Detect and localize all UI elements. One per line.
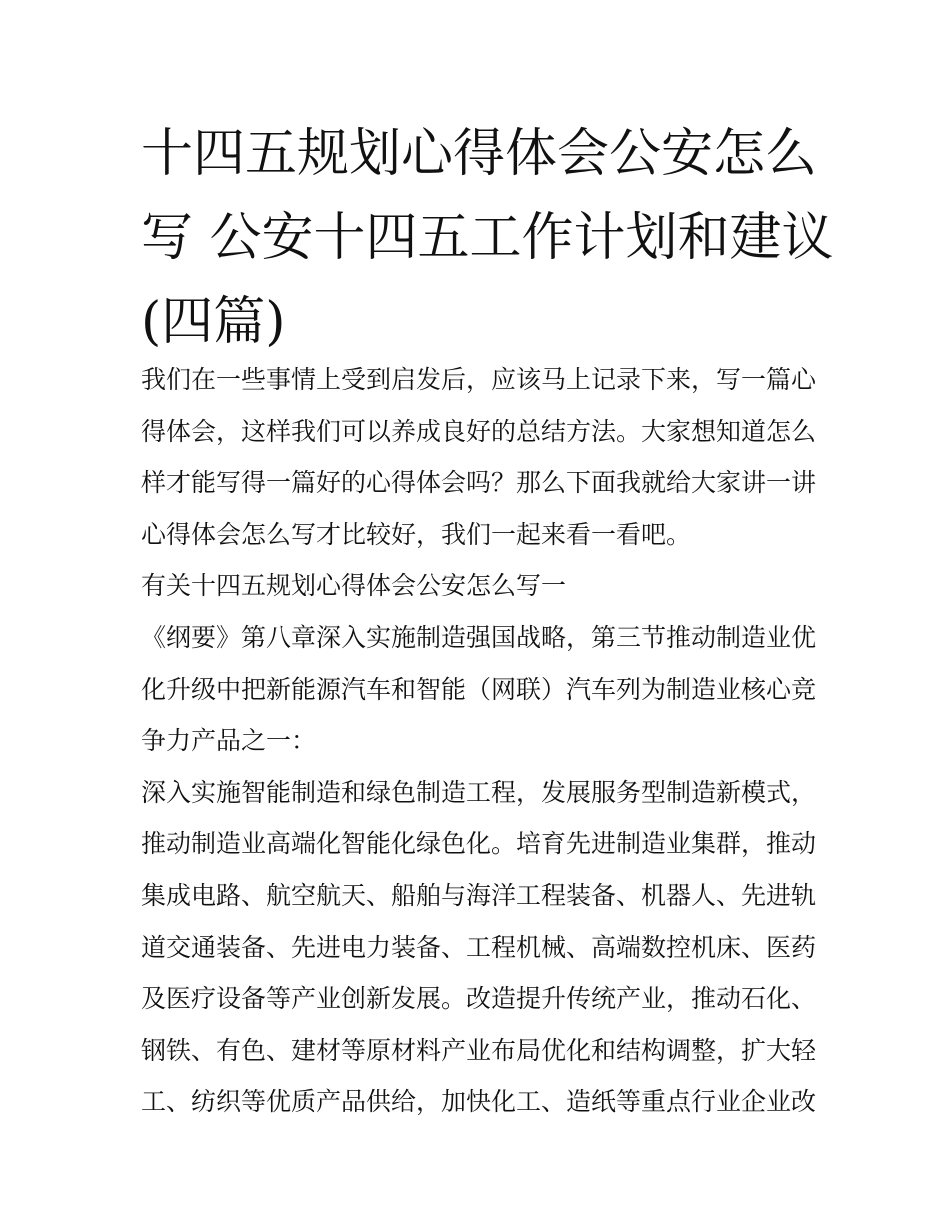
- paragraph-line: 深入实施智能制造和绿色制造工程，发展服务型制造新模式，: [141, 777, 817, 807]
- title-line: (四篇): [141, 292, 286, 352]
- paragraph-line: 及医疗设备等产业创新发展。改造提升传统产业，推动石化、: [141, 984, 817, 1014]
- paragraph-line: 集成电路、航空航天、船舶与海洋工程装备、机器人、先进轨: [141, 880, 817, 910]
- section-heading: 有关十四五规划心得体会公安怎么写一: [141, 571, 567, 601]
- intro-line: 得体会，这样我们可以养成良好的总结方法。大家想知道怎么: [141, 416, 817, 446]
- paragraph-line: 钢铁、有色、建材等原材料产业布局优化和结构调整，扩大轻: [141, 1035, 817, 1065]
- paragraph-line: 推动制造业高端化智能化绿色化。培育先进制造业集群，推动: [141, 829, 817, 859]
- paragraph-line: 化升级中把新能源汽车和智能（网联）汽车列为制造业核心竞: [141, 674, 817, 704]
- title-line: 十四五规划心得体会公安怎么: [141, 124, 818, 184]
- intro-line: 我们在一些事情上受到启发后，应该马上记录下来，写一篇心: [141, 365, 817, 394]
- intro-line: 样才能写得一篇好的心得体会吗？那么下面我就给大家讲一讲: [141, 468, 817, 498]
- paragraph-line: 道交通装备、先进电力装备、工程机械、高端数控机床、医药: [141, 932, 817, 962]
- paragraph-line: 争力产品之一：: [141, 726, 317, 756]
- document-title: [141, 112, 834, 364]
- intro-line: 心得体会怎么写才比较好，我们一起来看一看吧。: [141, 519, 692, 549]
- paragraph-line: 工、纺织等优质产品供给，加快化工、造纸等重点行业企业改: [141, 1087, 817, 1117]
- document-body: [141, 354, 821, 1128]
- title-line: 写 公安十四五工作计划和建议: [141, 208, 834, 268]
- paragraph-line: 《纲要》第八章深入实施制造强国战略，第三节推动制造业优: [141, 622, 817, 652]
